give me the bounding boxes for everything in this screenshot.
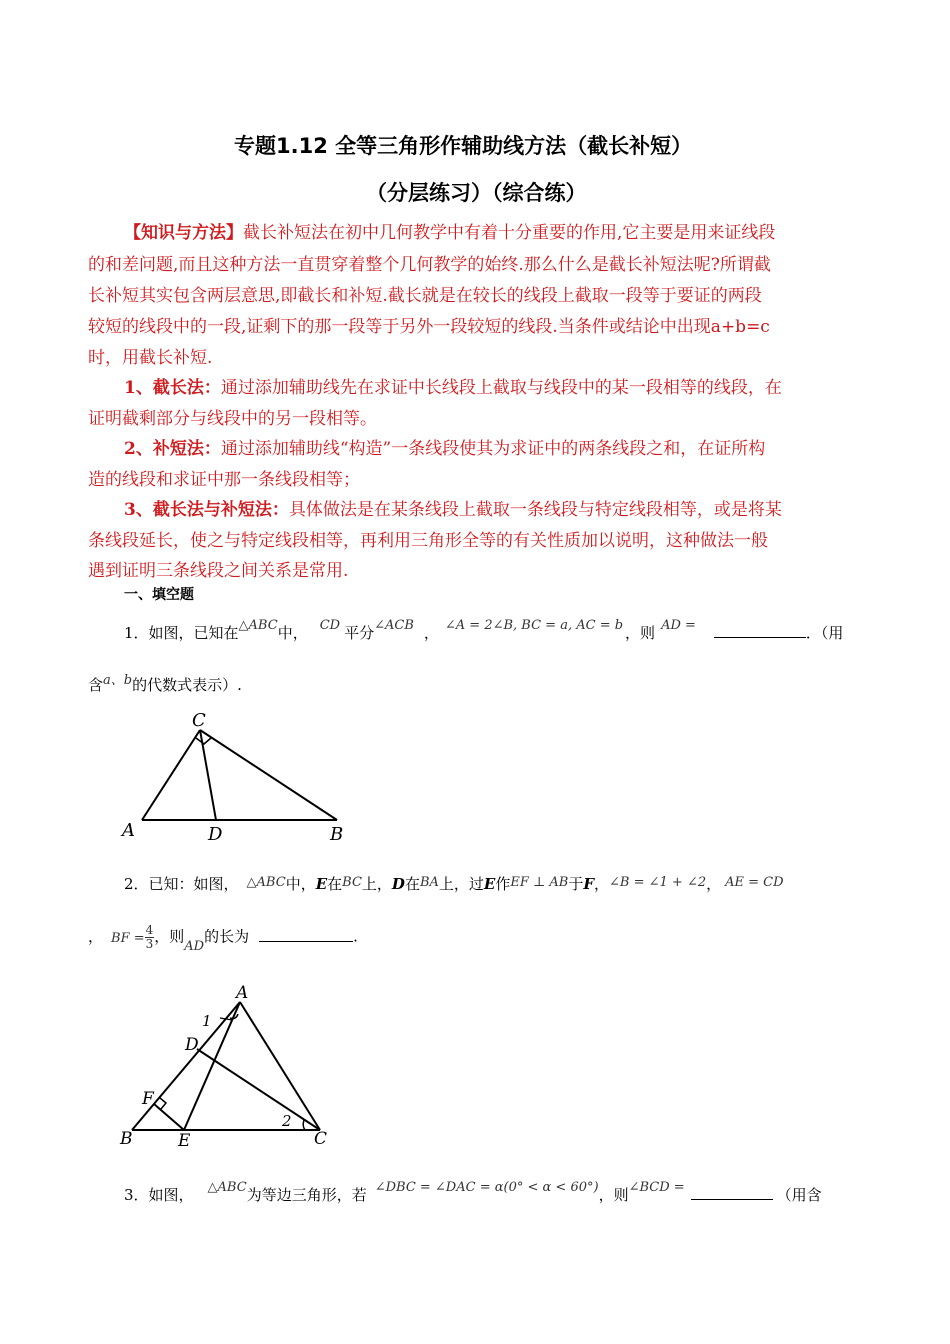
question-2-line-2 xyxy=(88,923,358,954)
knowledge-line-4: 较短的线段中的一段,证剩下的那一段等于另外一段较短的线段.当条件或结论中出现a+b=c xyxy=(88,317,770,337)
q2-text-on2: 上，过 xyxy=(438,875,484,893)
q2-comma-1: ， xyxy=(594,875,610,893)
q2-fraction-den: 3 xyxy=(145,937,154,951)
fig1-label-d: D xyxy=(208,824,223,845)
fig2-label-b: B xyxy=(120,1129,133,1149)
q1-line2-a: 含 xyxy=(88,676,104,694)
fig2-label-a: A xyxy=(236,983,249,1003)
q2-letter-e: E xyxy=(315,875,328,893)
q2-letter-e2: E xyxy=(483,875,496,893)
q3-text-end: （用含 xyxy=(776,1186,822,1204)
q2-line2-c: 的长为 xyxy=(204,927,250,946)
fig2-label-e: E xyxy=(178,1131,191,1151)
q1-math-triangle: △ABC xyxy=(238,618,278,633)
q1-math-cd: CD xyxy=(319,618,341,633)
q2-text-make: 作 xyxy=(495,875,511,893)
knowledge-line-2: 的和差问题,而且这种方法一直贯穿着整个几何教学的始终.那么什么是截长补短法呢?所谓截 xyxy=(88,255,771,275)
q2-text-1: 中， xyxy=(285,875,316,893)
q1-text-then: ，则 xyxy=(625,624,656,642)
question-3-line-1 xyxy=(124,1180,822,1205)
q2-line2-a: ， xyxy=(88,927,104,946)
fig1-label-c: C xyxy=(192,710,206,731)
fig2-label-1: 1 xyxy=(202,1012,212,1030)
q3-math-bcd: ∠BCD = xyxy=(628,1180,685,1195)
q2-math-perp: EF ⊥ AB xyxy=(510,875,569,890)
fig2-label-c: C xyxy=(314,1129,328,1149)
fig2-segment-ef xyxy=(154,1104,184,1130)
q3-answer-blank[interactable] xyxy=(691,1185,773,1200)
q3-math-triangle: △ABC xyxy=(207,1180,247,1195)
fig1-label-b: B xyxy=(330,824,344,845)
question-2-line-1 xyxy=(124,873,784,894)
page-title: 专题1.12 全等三角形作辅助线方法（截长补短） xyxy=(234,134,693,158)
q1-text-in: 中， xyxy=(277,624,308,642)
figure-1-triangle xyxy=(112,708,352,848)
fig2-label-d: D xyxy=(185,1035,199,1055)
method-1-line-1 xyxy=(124,373,782,398)
q2-answer-blank[interactable] xyxy=(259,927,353,942)
q3-text-then: ，则 xyxy=(598,1186,629,1204)
fig2-angle-2-arc xyxy=(303,1120,305,1130)
q1-line2-b: 的代数式表示）. xyxy=(132,676,242,694)
method-1-text-1: 通过添加辅助线先在求证中长线段上截取与线段中的某一段相等的线段，在 xyxy=(220,378,782,398)
q2-math-bc: BC xyxy=(342,875,362,890)
q2-comma-2: ， xyxy=(706,875,722,893)
question-1-line-2 xyxy=(88,674,242,695)
q2-text-at: 于 xyxy=(568,875,584,893)
fig1-segment-cb xyxy=(200,730,337,820)
fig2-label-2: 2 xyxy=(282,1112,292,1130)
q2-fraction xyxy=(145,924,155,951)
fig2-segment-ae xyxy=(184,1002,240,1130)
fig2-label-f: F xyxy=(142,1089,154,1109)
q3-math-condition: ∠DBC = ∠DAC = α(0° < α < 60°) xyxy=(374,1180,599,1195)
method-2-line-1 xyxy=(124,434,765,459)
q1-math-condition: ∠A = 2∠B, BC = a, AC = b xyxy=(444,618,624,633)
q1-comma: ， xyxy=(423,624,439,642)
fig1-segment-ac xyxy=(142,730,200,820)
knowledge-line-3: 长补短其实包含两层意思,即截长和补短.截长就是在较长的线段上截取一段等于要证的两段 xyxy=(88,286,762,306)
q3-text-is: 为等边三角形，若 xyxy=(246,1186,367,1204)
q1-math-ab: a、b xyxy=(103,673,133,688)
fig1-angle-mark xyxy=(196,738,211,744)
knowledge-text-1: 截长补短法在初中几何教学中有着十分重要的作用,它主要是用来证线段 xyxy=(243,223,776,243)
q2-math-ba: BA xyxy=(419,875,439,890)
q2-letter-f: F xyxy=(583,875,594,893)
knowledge-line-1 xyxy=(124,218,775,243)
q3-prefix: 3．如图， xyxy=(124,1186,194,1204)
method-2-line-2: 造的线段和求证中那一条线段相等； xyxy=(88,470,360,490)
fig2-segment-dc xyxy=(197,1049,320,1130)
figure-2-triangle xyxy=(112,982,342,1152)
method-3-label: 3、截长法与补短法： xyxy=(124,500,289,520)
method-3-text-1: 具体做法是在某条线段上截取一条线段与特定线段相等，或是将某 xyxy=(288,500,782,520)
q2-math-ae: AE = CD xyxy=(725,875,784,890)
method-1-label: 1、截长法： xyxy=(124,378,221,398)
q2-math-bf: BF = xyxy=(111,930,145,946)
q2-math-angle: ∠B = ∠1 + ∠2 xyxy=(609,875,707,890)
page-subtitle: （分层练习）（综合练） xyxy=(366,181,587,205)
knowledge-line-5: 时，用截长补短. xyxy=(88,348,213,368)
method-2-label: 2、补短法： xyxy=(124,439,221,459)
section-fill-in-heading: 一、填空题 xyxy=(124,587,194,603)
knowledge-label: 【知识与方法】 xyxy=(124,223,243,243)
fig2-segment-ac xyxy=(240,1002,320,1130)
question-1-line-1 xyxy=(124,618,844,643)
q2-line2-end: . xyxy=(353,927,358,946)
q2-text-in2: 在 xyxy=(404,875,420,893)
q2-fraction-num: 4 xyxy=(145,923,154,937)
q2-text-on: 上， xyxy=(361,875,392,893)
q1-math-ad: AD = xyxy=(661,618,696,633)
q1-math-acb: ∠ACB xyxy=(374,618,414,633)
method-3-line-1 xyxy=(124,495,782,520)
method-2-text-1: 通过添加辅助线“构造”一条线段使其为求证中的两条线段之和，在证所构 xyxy=(220,439,766,459)
q2-line2-b: ，则 xyxy=(154,927,185,946)
fig1-label-a: A xyxy=(122,820,135,841)
q1-text-end: ．（用 xyxy=(805,624,844,642)
q1-text-bisect: 平分 xyxy=(344,624,375,642)
method-3-line-3: 遇到证明三条线段之间关系是常用. xyxy=(88,561,349,581)
q2-prefix: 2．已知：如图， xyxy=(124,875,239,893)
q2-text-in: 在 xyxy=(327,875,343,893)
method-3-line-2: 条线段延长，使之与特定线段相等，再利用三角形全等的有关性质加以说明，这种做法一般 xyxy=(88,531,768,551)
method-1-line-2: 证明截剩部分与线段中的另一段相等。 xyxy=(88,409,377,429)
q1-answer-blank[interactable] xyxy=(714,623,806,638)
q2-math-ad: AD xyxy=(184,938,205,954)
q2-letter-d: D xyxy=(391,875,405,893)
fig2-right-angle-mark xyxy=(160,1098,166,1109)
q1-prefix: 1．如图，已知在 xyxy=(124,624,239,642)
q2-math-triangle: △ABC xyxy=(246,875,286,890)
